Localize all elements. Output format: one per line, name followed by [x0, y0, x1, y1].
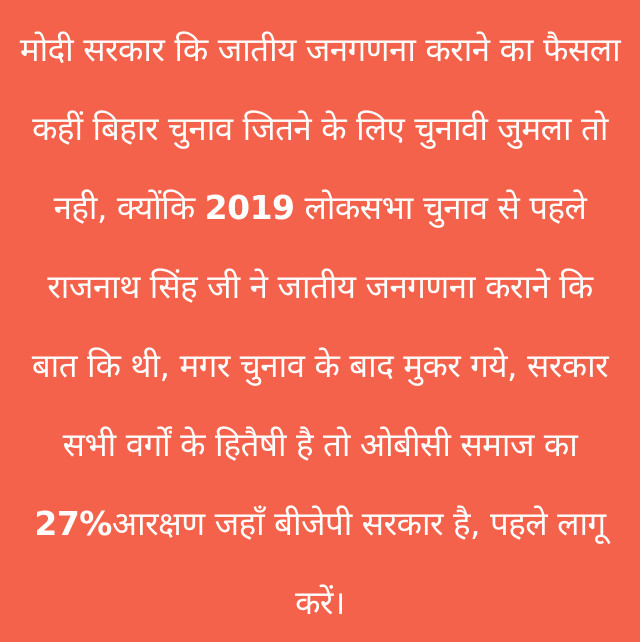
text-line-3 — [8, 168, 632, 247]
text-line-4: राजनाथ सिंह जी ने जातीय जनगणना कराने कि — [47, 267, 593, 306]
text-line-3-end: लोकसभा चुनाव से पहले — [294, 188, 587, 227]
text-line-7-end: आरक्षण जहाँ बीजेपी सरकार है, पहले लागू — [111, 504, 606, 543]
text-line-1: मोदी सरकार कि जातीय जनगणना कराने का फैसला — [19, 30, 621, 69]
text-line-3-start: नही, क्योंकि — [53, 188, 205, 227]
text-line-2: कहीं बिहार चुनाव जितने के लिए चुनावी जुमला तो — [32, 109, 608, 148]
percent-number: 27% — [34, 504, 112, 543]
text-line-8: करें। — [295, 583, 345, 622]
text-line-5: बात कि थी, मगर चुनाव के बाद मुकर गये, सरकार — [31, 346, 609, 385]
text-line-6: सभी वर्गों के हितैषी है तो ओबीसी समाज का — [62, 425, 578, 464]
text-line-7 — [8, 484, 632, 563]
year-number: 2019 — [204, 188, 295, 227]
